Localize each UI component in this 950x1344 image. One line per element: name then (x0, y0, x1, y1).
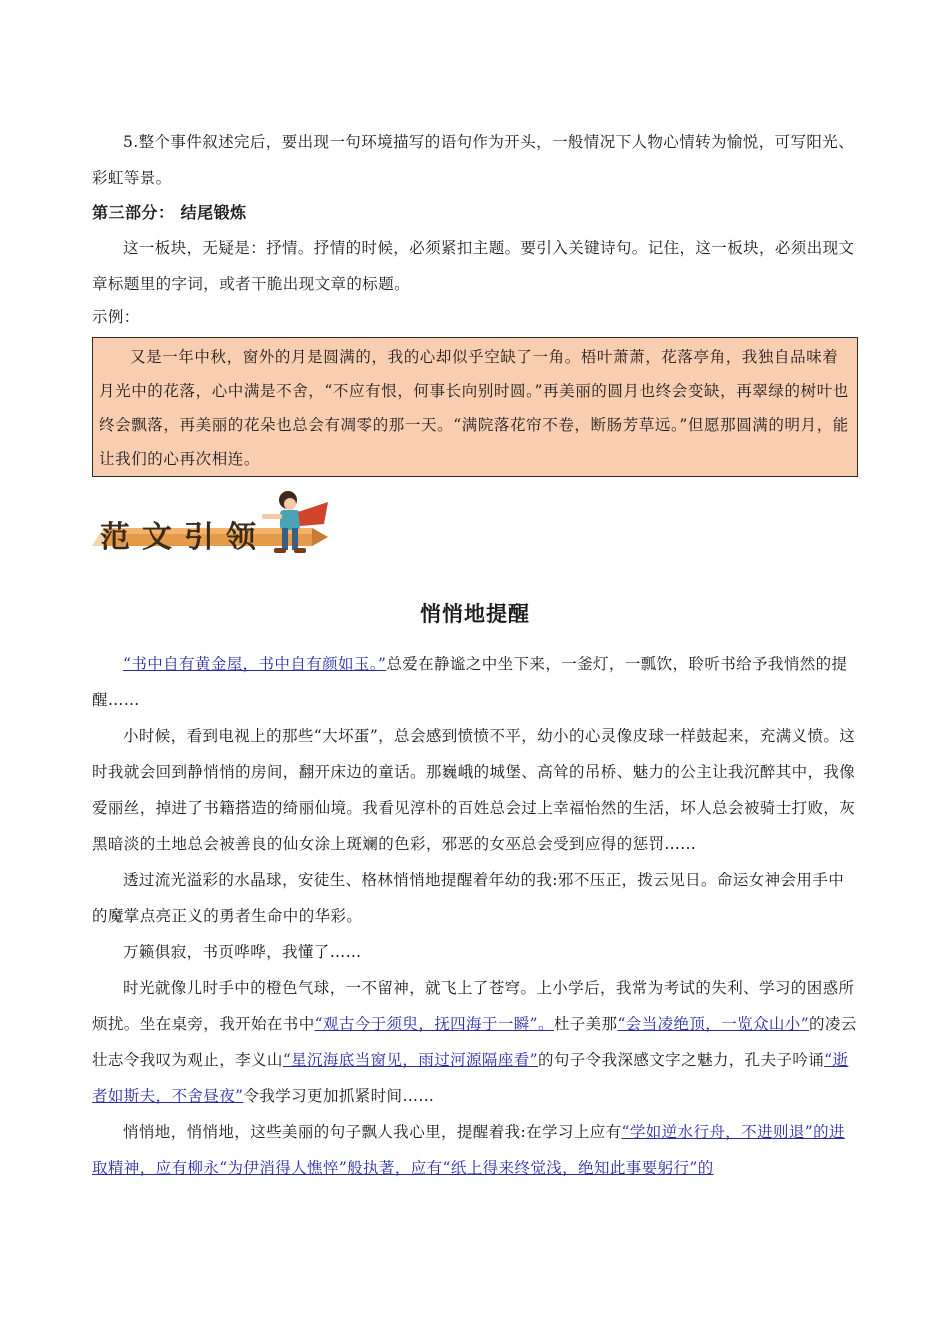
example-label: 示例： (92, 308, 140, 326)
section-heading: 第三部分： 结尾锻炼 (92, 203, 247, 222)
banner-text: 范文引领 (100, 520, 268, 555)
example-box: 又是一年中秋，窗外的月是圆满的，我的心却似乎空缺了一角。梧叶萧萧，花落亭角，我独自品味着月光中的花落，心中满是不舍，“不应有恨，何事长向别时圆。”再美丽的圆月也终会变缺，再翠绿的树叶也终会飘落，再美丽的花朵也总会有凋零的那一天。“满院落花帘不卷，断肠芳草远。”但愿那圆满的明月，能让我们的心再次相连。 (92, 337, 858, 477)
essay-title: 悄悄地提醒 (420, 602, 530, 626)
essay-paragraph: 小时候，看到电视上的那些“大坏蛋”，总会感到愤愤不平，幼小的心灵像皮球一样鼓起来，充满义愤。这时我就会回到静悄悄的房间，翻开床边的童话。那巍峨的城堡、高耸的吊桥、魅力的公主让我沉醉其中，我像爱丽丝，掉进了书籍搭造的绮丽仙境。我看见淳朴的百姓总会过上幸福怡然的生活，坏人总会被骑士打败，灰黑暗淡的土地总会被善良的仙女涂上斑斓的色彩，邪恶的女巫总会受到应得的惩罚…… (92, 727, 856, 853)
essay-body (92, 646, 860, 1186)
quote-link[interactable]: “会当凌绝顶，一览众山小” (617, 1015, 810, 1033)
essay-paragraph: 万籁俱寂，书页哗哗，我懂了…… (123, 943, 362, 961)
quote-link[interactable]: “学如逆水行舟，不进则退”的进取精神，应有柳永“为伊消得人憔悴”般执著，应有“纸上得来终觉浅，绝知此事要躬行”的 (92, 1123, 845, 1177)
paragraph-intro: 这一板块，无疑是：抒情。抒情的时候，必须紧扣主题。要引入关键诗句。记住，这一板块，必须出现文章标题里的字词，或者干脆出现文章的标题。 (92, 239, 855, 293)
essay-paragraph: 透过流光溢彩的水晶球，安徒生、格林悄悄地提醒着年幼的我:邪不压正，拨云见日。命运女神会用手中的魔掌点亮正义的勇者生命中的华彩。 (92, 871, 845, 925)
essay-paragraph: 时光就像儿时手中的橙色气球，一不留神，就飞上了苍穹。上小学后，我常为考试的失利、学习的困惑所烦扰。坐在桌旁，我开始在书中“观古今于须臾，抚四海于一瞬”。杜子美那“会当凌绝顶，一览众山小”的凌云壮志令我叹为观止，李义山“星沉海底当窗见，雨过河源隔座看”的句子令我深感文字之魅力，孔夫子吟诵“逝者如斯夫，不舍昼夜”令我学习更加抓紧时间…… (92, 979, 857, 1105)
quote-link[interactable]: “书中自有黄金屋，书中自有颜如玉。” (123, 655, 387, 673)
quote-link[interactable]: “逝者如斯夫，不舍昼夜” (92, 1051, 849, 1105)
essay-paragraph: “书中自有黄金屋，书中自有颜如玉。”总爱在静谧之中坐下来，一釜灯，一瓢饮，聆听书给予我悄然的提醒…… (92, 655, 848, 709)
paragraph-step5: 5.整个事件叙述完后，要出现一句环境描写的语句作为开头，一般情况下人物心情转为愉悦，可写阳光、彩虹等景。 (92, 133, 855, 187)
model-essay-banner (92, 488, 342, 576)
essay-paragraph: 悄悄地，悄悄地，这些美丽的句子飘人我心里，提醒着我:在学习上应有“学如逆水行舟，不进则退”的进取精神，应有柳永“为伊消得人憔悴”般执著，应有“纸上得来终觉浅，绝知此事要躬行”的 (92, 1123, 845, 1177)
quote-link[interactable]: “观古今于须臾，抚四海于一瞬”。 (314, 1015, 554, 1033)
quote-link[interactable]: “星沉海底当窗见，雨过河源隔座看” (282, 1051, 538, 1069)
